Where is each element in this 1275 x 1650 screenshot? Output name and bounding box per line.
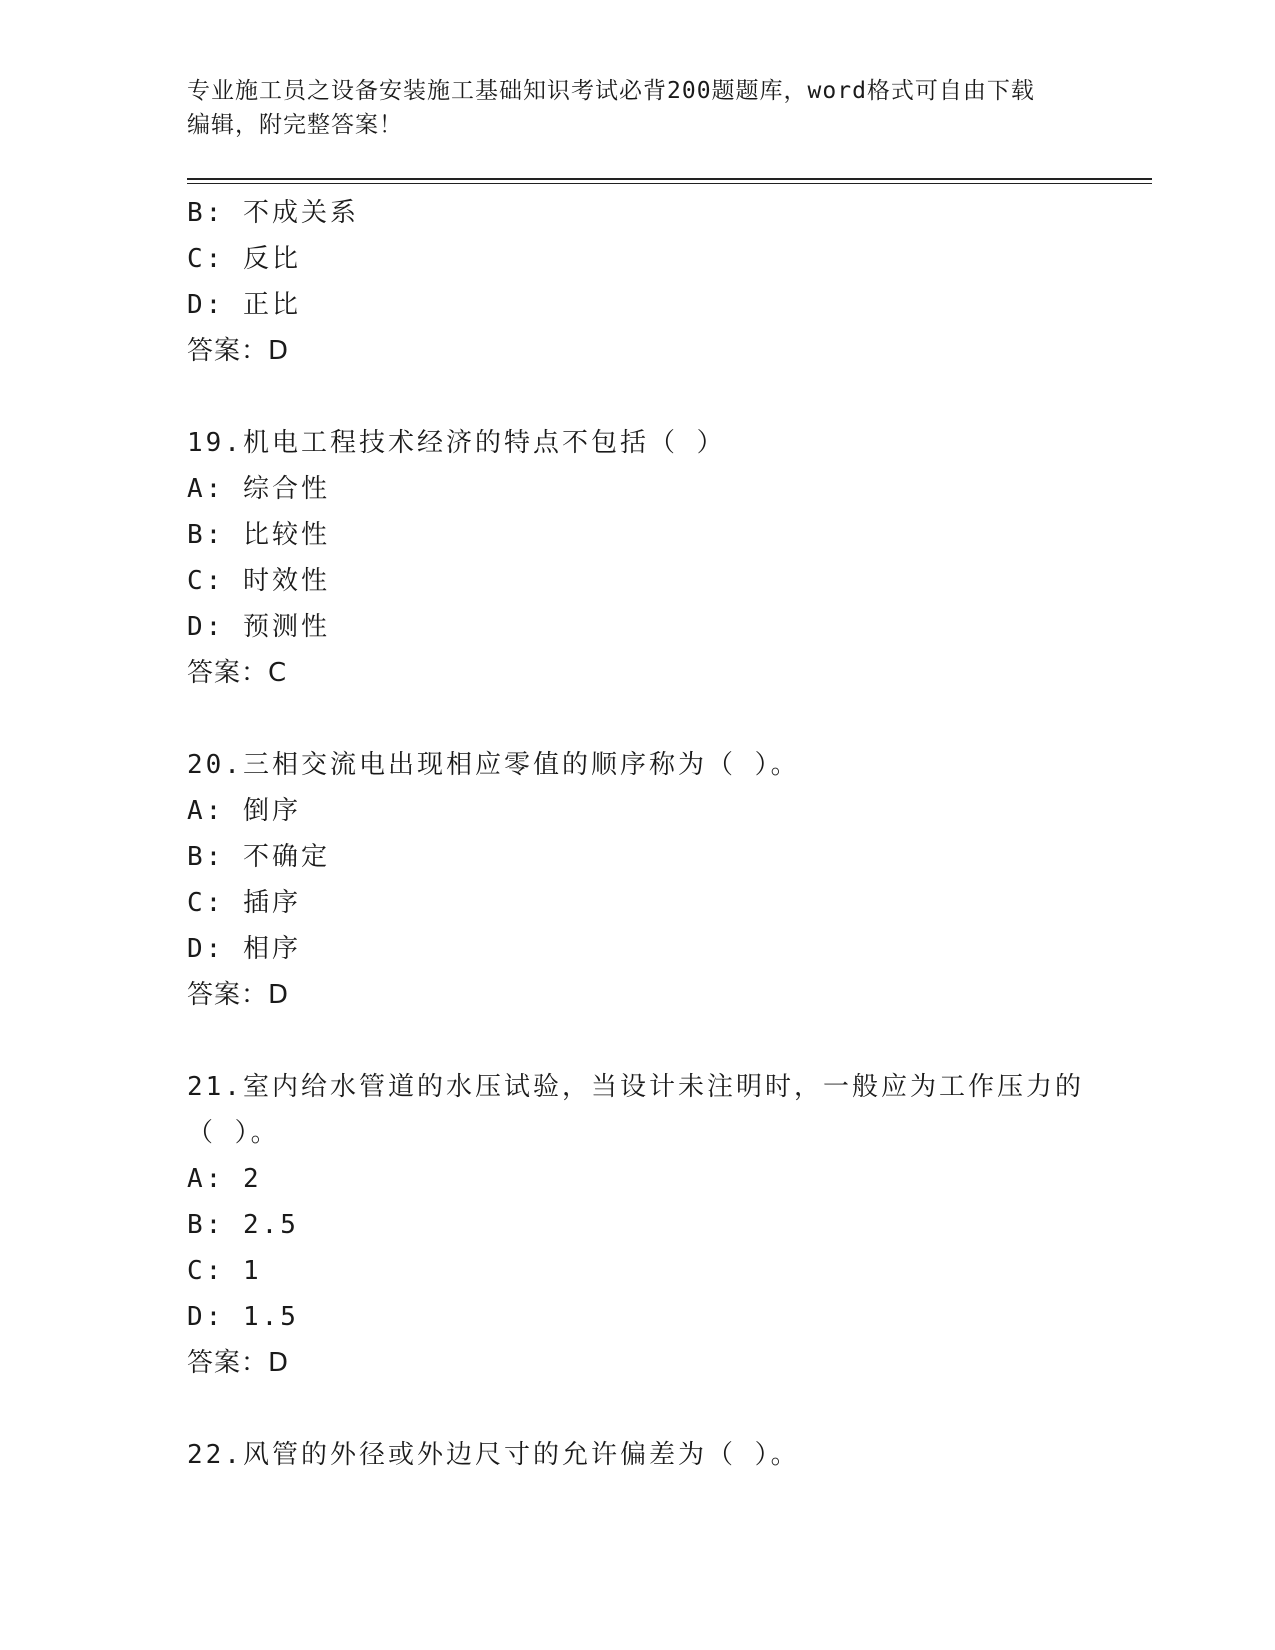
question-21 — [187, 1064, 1087, 1386]
header-line-1: 专业施工员之设备安装施工基础知识考试必背200题题库，word格式可自由下载 — [187, 78, 1035, 104]
question-list — [187, 190, 1087, 1478]
option-c: C: 时效性 — [187, 566, 330, 596]
option-a: A: 倒序 — [187, 796, 301, 826]
option-b: B: 不确定 — [187, 842, 330, 872]
option-d: D: 相序 — [187, 934, 301, 964]
question-19 — [187, 420, 1087, 696]
option-d: D: 预测性 — [187, 612, 330, 642]
question-22 — [187, 1432, 1087, 1478]
question-text-line-1: 21.室内给水管道的水压试验，当设计未注明时，一般应为工作压力的 — [187, 1072, 1084, 1102]
option-b: B: 比较性 — [187, 520, 330, 550]
option-b: B: 2.5 — [187, 1210, 299, 1240]
answer: 答案：D — [187, 336, 290, 366]
question-text: 22.风管的外径或外边尺寸的允许偏差为（ ）。 — [187, 1440, 800, 1470]
option-b: B: 不成关系 — [187, 198, 359, 228]
answer: 答案：D — [187, 1348, 290, 1378]
option-c: C: 插序 — [187, 888, 301, 918]
header-divider-thin — [187, 183, 1152, 184]
question-20 — [187, 742, 1087, 1018]
document-header — [187, 74, 1067, 142]
header-divider-thick — [187, 178, 1152, 180]
question-text: 19.机电工程技术经济的特点不包括（ ） — [187, 428, 726, 458]
option-a: A: 综合性 — [187, 474, 330, 504]
answer: 答案：D — [187, 980, 290, 1010]
option-c: C: 反比 — [187, 244, 301, 274]
option-d: D: 1.5 — [187, 1302, 299, 1332]
option-a: A: 2 — [187, 1164, 262, 1194]
header-line-2: 编辑，附完整答案！ — [187, 112, 403, 138]
question-text: 20.三相交流电出现相应零值的顺序称为（ ）。 — [187, 750, 800, 780]
question-text-line-2: （ ）。 — [187, 1118, 280, 1148]
question-18-tail — [187, 190, 1087, 374]
option-d: D: 正比 — [187, 290, 301, 320]
option-c: C: 1 — [187, 1256, 262, 1286]
answer: 答案：C — [187, 658, 288, 688]
